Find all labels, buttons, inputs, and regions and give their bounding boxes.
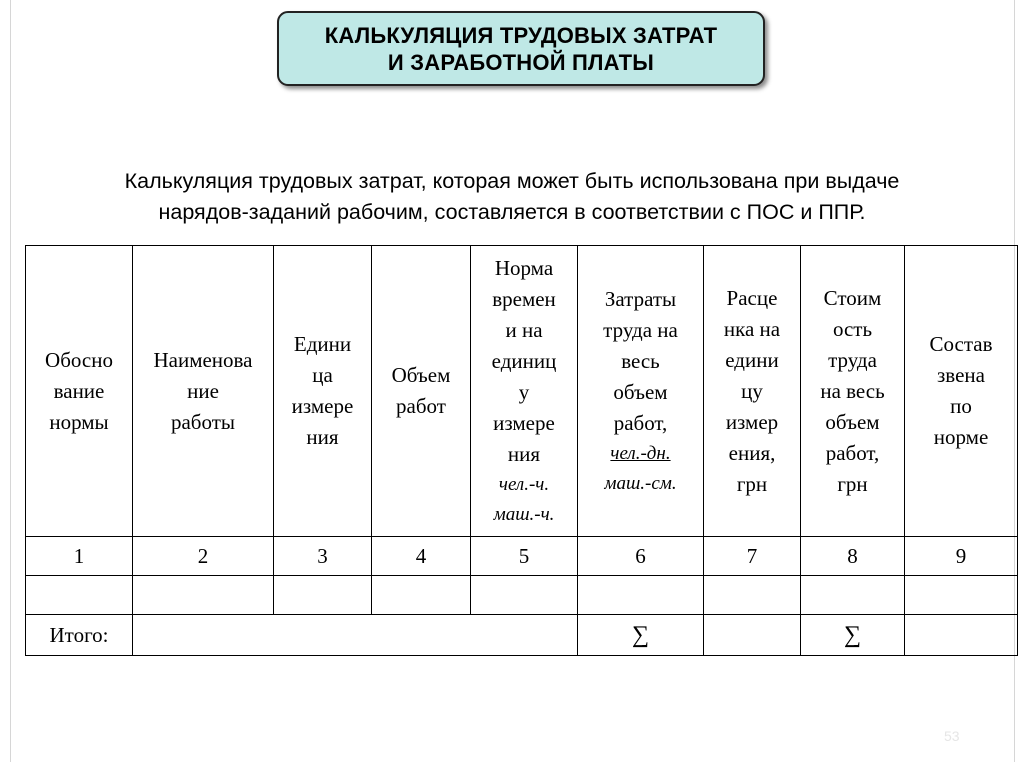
column-number: 5 bbox=[471, 537, 578, 576]
header-text-line: Затраты bbox=[604, 286, 677, 311]
header-cell bbox=[133, 246, 274, 537]
header-cell bbox=[578, 246, 704, 537]
header-text-line: ость bbox=[832, 316, 873, 341]
header-text-line: труда на bbox=[603, 317, 678, 342]
header-text-line: Едини bbox=[293, 332, 352, 356]
header-text-line: грн bbox=[837, 471, 868, 496]
table-row bbox=[26, 576, 1018, 615]
header-text-line: Обосно bbox=[45, 347, 113, 372]
header-unit-line: чел.-ч. bbox=[498, 473, 550, 495]
header-text-line: времен bbox=[492, 286, 556, 311]
page-number: 53 bbox=[944, 728, 960, 744]
slide-title bbox=[277, 11, 765, 86]
header-text-line: ние bbox=[187, 378, 219, 403]
header-text-line: единиц bbox=[491, 348, 557, 373]
header-text-line: ния bbox=[507, 441, 541, 466]
header-text-line: измере bbox=[493, 410, 555, 435]
header-text-line: Состав bbox=[929, 332, 993, 356]
header-text-line: работ bbox=[396, 394, 446, 418]
header-text-line: ения, bbox=[728, 440, 776, 465]
header-text-line: по bbox=[950, 394, 972, 418]
table-cell bbox=[274, 576, 372, 615]
header-text-line: труда bbox=[828, 347, 877, 372]
header-cell bbox=[905, 246, 1018, 537]
header-text-line: работы bbox=[170, 409, 235, 434]
header-text-line: у bbox=[518, 379, 530, 404]
column-number: 3 bbox=[274, 537, 372, 576]
header-cell bbox=[372, 246, 471, 537]
header-text-line: Стоим bbox=[823, 285, 882, 310]
header-text-line: цу bbox=[741, 378, 763, 403]
table-cell bbox=[26, 576, 133, 615]
table-cell bbox=[704, 615, 801, 656]
header-text-line: весь bbox=[621, 348, 660, 373]
column-number-row bbox=[26, 537, 1018, 576]
table-cell bbox=[133, 576, 274, 615]
header-cell bbox=[471, 246, 578, 537]
column-number: 1 bbox=[26, 537, 133, 576]
labor-cost-table bbox=[25, 245, 1018, 656]
total-row bbox=[26, 615, 1018, 656]
title-line-1: КАЛЬКУЛЯЦИЯ ТРУДОВЫХ ЗАТРАТ bbox=[324, 22, 718, 48]
table-cell bbox=[372, 576, 471, 615]
column-number: 8 bbox=[801, 537, 905, 576]
header-text-line: объем bbox=[613, 379, 668, 404]
header-text-line: работ, bbox=[613, 410, 668, 435]
header-text-line: Расце bbox=[726, 285, 778, 310]
header-text-line: вание bbox=[53, 378, 105, 403]
header-text-line: норме bbox=[933, 425, 989, 449]
intro-paragraph bbox=[20, 166, 1004, 228]
column-number: 9 bbox=[905, 537, 1018, 576]
table-cell bbox=[133, 615, 578, 656]
column-number: 2 bbox=[133, 537, 274, 576]
header-cell bbox=[801, 246, 905, 537]
table-header-row bbox=[26, 246, 1018, 537]
header-cell bbox=[704, 246, 801, 537]
header-text-line: ца bbox=[312, 363, 333, 387]
header-text-line: измере bbox=[291, 394, 354, 418]
header-unit-line: маш.-ч. bbox=[493, 503, 555, 525]
column-number: 6 bbox=[578, 537, 704, 576]
table-cell bbox=[905, 576, 1018, 615]
table-cell bbox=[905, 615, 1018, 656]
title-line-2: И ЗАРАБОТНОЙ ПЛАТЫ bbox=[387, 49, 655, 75]
total-label: Итого: bbox=[26, 615, 133, 656]
labor-sum-symbol: ∑ bbox=[578, 615, 704, 656]
header-text-line: и на bbox=[505, 317, 543, 342]
header-text-line: нормы bbox=[49, 409, 109, 434]
header-text-line: Объем bbox=[391, 363, 451, 387]
cost-sum-symbol: ∑ bbox=[801, 615, 905, 656]
header-text-line: нка на bbox=[723, 316, 781, 341]
table-cell bbox=[801, 576, 905, 615]
table-cell bbox=[471, 576, 578, 615]
intro-line-1: Калькуляция трудовых затрат, которая может быть использована при выдаче bbox=[124, 169, 900, 193]
header-cell bbox=[274, 246, 372, 537]
column-number: 4 bbox=[372, 537, 471, 576]
header-text-line: едини bbox=[725, 347, 779, 372]
header-text-line: грн bbox=[736, 471, 768, 496]
header-text-line: измер bbox=[725, 409, 779, 434]
header-text-line: работ, bbox=[825, 440, 880, 465]
intro-line-2: нарядов-заданий рабочим, составляется в соответствии с ПОС и ППР. bbox=[158, 200, 866, 224]
header-text-line: Наименова bbox=[153, 347, 253, 372]
table-cell bbox=[704, 576, 801, 615]
header-text-line: звена bbox=[937, 363, 985, 387]
header-text-line: объем bbox=[825, 409, 880, 434]
table-cell bbox=[578, 576, 704, 615]
header-text-line: Норма bbox=[494, 255, 554, 280]
column-number: 7 bbox=[704, 537, 801, 576]
header-unit-line: чел.-дн. bbox=[610, 442, 671, 464]
header-unit-line: маш.-см. bbox=[604, 472, 677, 494]
header-cell bbox=[26, 246, 133, 537]
header-text-line: ния bbox=[306, 425, 339, 449]
header-text-line: на весь bbox=[820, 378, 885, 403]
